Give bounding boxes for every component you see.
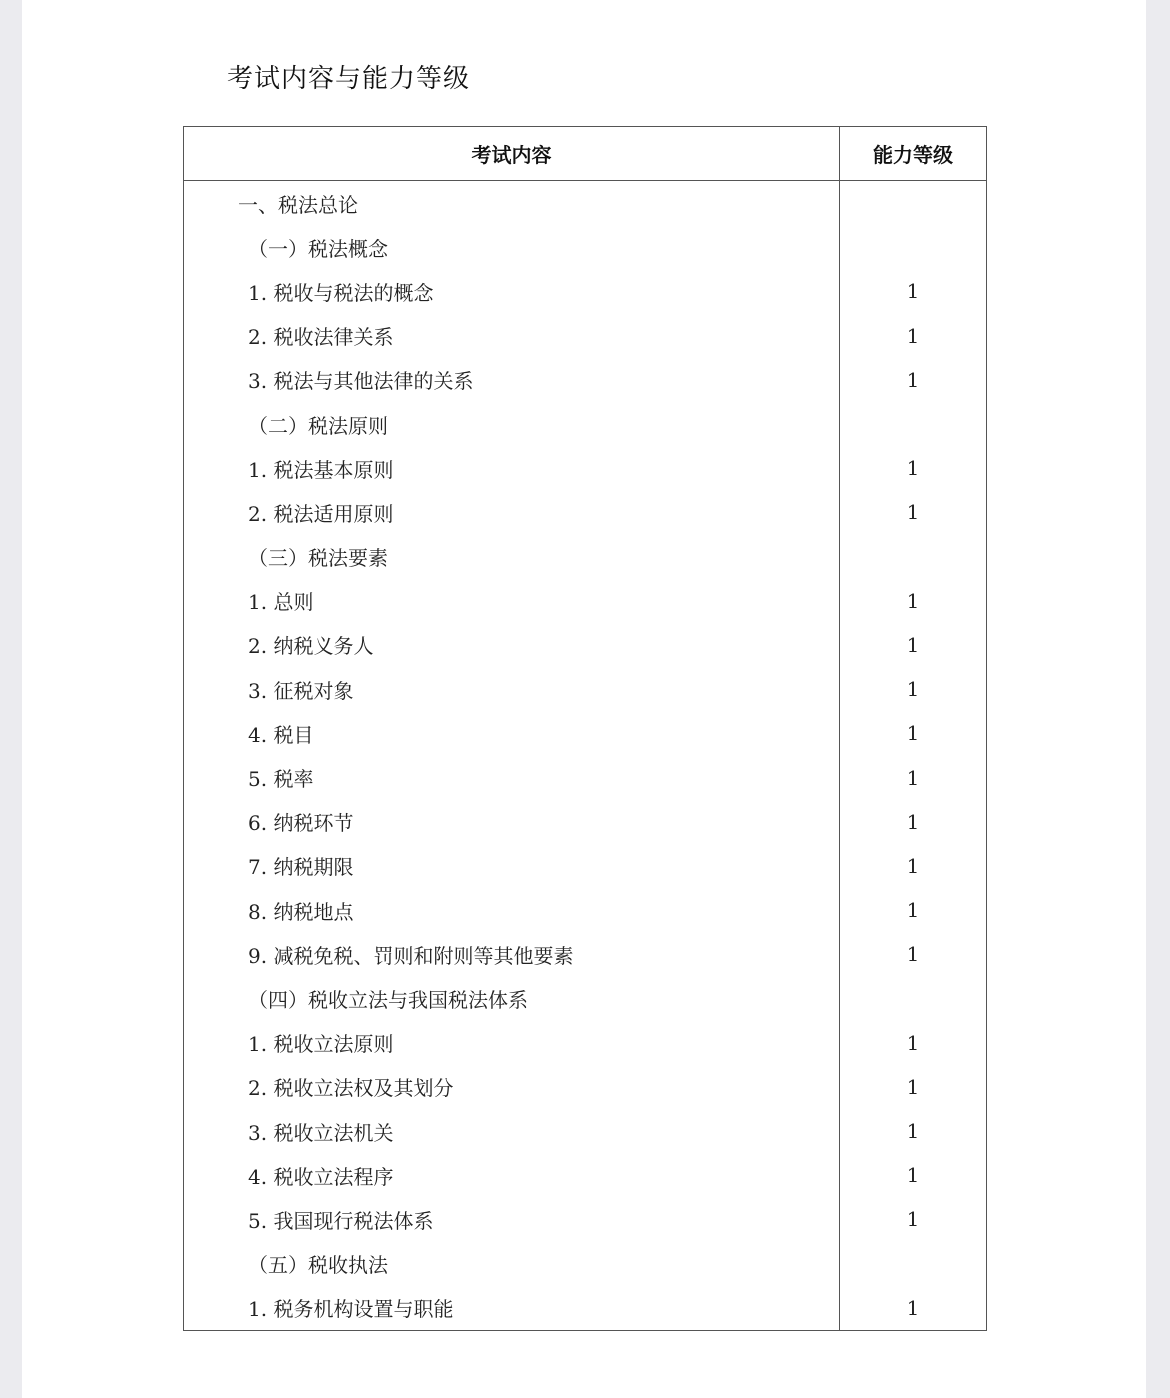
table-row (184, 358, 987, 402)
table-row (184, 667, 987, 711)
row-content: 1. 税收立法原则 (184, 1021, 840, 1065)
row-level: 1 (840, 800, 987, 844)
table-row (184, 844, 987, 888)
row-content: （一）税法概念 (184, 225, 840, 269)
row-level (840, 402, 987, 446)
row-content: 4. 税目 (184, 711, 840, 755)
table-header-row (184, 127, 987, 181)
row-level: 1 (840, 844, 987, 888)
row-content: 2. 纳税义务人 (184, 623, 840, 667)
document-page (22, 0, 1146, 1398)
row-level: 1 (840, 623, 987, 667)
table-row (184, 579, 987, 623)
page-title: 考试内容与能力等级 (227, 64, 471, 94)
row-level: 1 (840, 932, 987, 976)
row-content: 2. 税收立法权及其划分 (184, 1065, 840, 1109)
table-row (184, 402, 987, 446)
row-level: 1 (840, 579, 987, 623)
row-content: （五）税收执法 (184, 1242, 840, 1286)
row-level: 1 (840, 667, 987, 711)
table-row (184, 490, 987, 534)
row-level: 1 (840, 490, 987, 534)
row-level (840, 181, 987, 226)
row-content: 2. 税收法律关系 (184, 314, 840, 358)
table-row (184, 755, 987, 799)
table-row (184, 1065, 987, 1109)
table-row (184, 1153, 987, 1197)
row-content: 3. 税收立法机关 (184, 1109, 840, 1153)
header-exam-content: 考试内容 (184, 127, 840, 181)
row-content: 6. 纳税环节 (184, 800, 840, 844)
table-row (184, 535, 987, 579)
row-content: 1. 税务机构设置与职能 (184, 1286, 840, 1331)
row-level: 1 (840, 446, 987, 490)
row-level: 1 (840, 358, 987, 402)
row-level: 1 (840, 888, 987, 932)
table-row (184, 623, 987, 667)
row-content: 1. 总则 (184, 579, 840, 623)
row-level: 1 (840, 1197, 987, 1241)
row-level: 1 (840, 1065, 987, 1109)
row-content: 9. 减税免税、罚则和附则等其他要素 (184, 932, 840, 976)
row-level (840, 225, 987, 269)
table-row (184, 932, 987, 976)
table-row (184, 181, 987, 226)
row-level: 1 (840, 1021, 987, 1065)
row-content: （二）税法原则 (184, 402, 840, 446)
table-row (184, 888, 987, 932)
row-content: 1. 税收与税法的概念 (184, 269, 840, 313)
row-level (840, 976, 987, 1020)
row-level: 1 (840, 711, 987, 755)
row-content: 一、税法总论 (184, 181, 840, 226)
row-content: 7. 纳税期限 (184, 844, 840, 888)
table-row (184, 269, 987, 313)
row-content: 8. 纳税地点 (184, 888, 840, 932)
table-row (184, 446, 987, 490)
exam-content-table (183, 126, 987, 1331)
row-content: （四）税收立法与我国税法体系 (184, 976, 840, 1020)
table-row (184, 1286, 987, 1331)
table-row (184, 1109, 987, 1153)
header-ability-level: 能力等级 (840, 127, 987, 181)
table-row (184, 976, 987, 1020)
row-content: 5. 我国现行税法体系 (184, 1197, 840, 1241)
row-level: 1 (840, 755, 987, 799)
row-content: 2. 税法适用原则 (184, 490, 840, 534)
table-row (184, 1242, 987, 1286)
row-content: 1. 税法基本原则 (184, 446, 840, 490)
row-level (840, 535, 987, 579)
table-row (184, 800, 987, 844)
table-row (184, 225, 987, 269)
row-content: 3. 税法与其他法律的关系 (184, 358, 840, 402)
table-row (184, 711, 987, 755)
row-level: 1 (840, 1286, 987, 1331)
row-content: （三）税法要素 (184, 535, 840, 579)
row-content: 5. 税率 (184, 755, 840, 799)
row-level: 1 (840, 1153, 987, 1197)
table-row (184, 314, 987, 358)
row-level (840, 1242, 987, 1286)
row-level: 1 (840, 269, 987, 313)
row-level: 1 (840, 314, 987, 358)
table-row (184, 1197, 987, 1241)
row-content: 3. 征税对象 (184, 667, 840, 711)
row-level: 1 (840, 1109, 987, 1153)
row-content: 4. 税收立法程序 (184, 1153, 840, 1197)
table-row (184, 1021, 987, 1065)
